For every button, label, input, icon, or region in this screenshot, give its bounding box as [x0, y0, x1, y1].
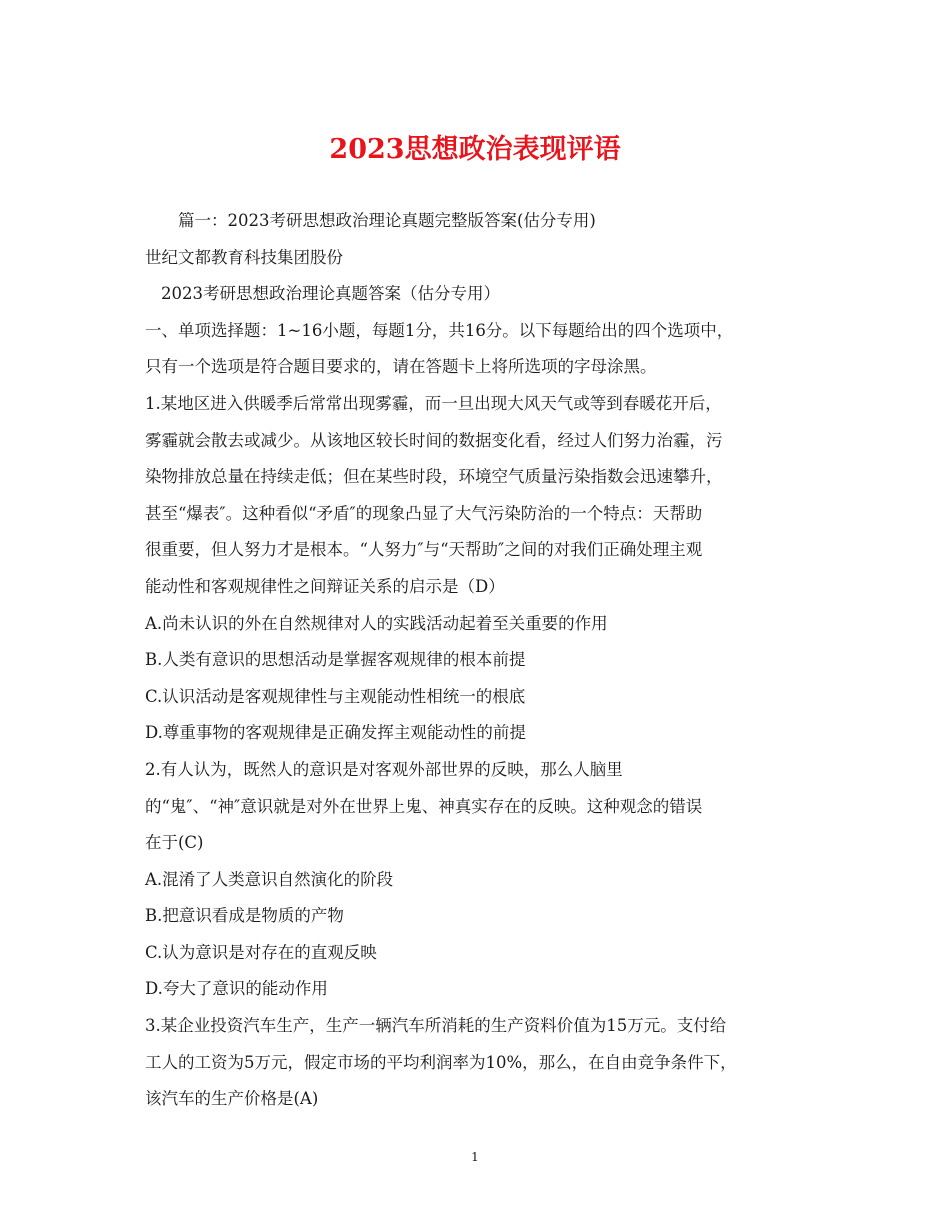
page-number: 1 [471, 1150, 479, 1164]
question-2-option-a: A.混淆了人类意识自然演化的阶段 [145, 869, 394, 889]
question-1-text: 能动性和客观规律性之间辩证关系的启示是（D） [145, 576, 505, 596]
question-1-text: 雾霾就会散去或减少。从该地区较长时间的数据变化看，经过人们努力治霾，污 [145, 430, 723, 450]
document-body [145, 203, 810, 1118]
answer-title: 2023考研思想政治理论真题答案（估分专用） [161, 284, 500, 304]
question-1-option-d: D.尊重事物的客观规律是正确发挥主观能动性的前提 [145, 723, 526, 743]
question-2-option-d: D.夸大了意识的能动作用 [145, 979, 328, 999]
article-heading: 篇一：2023考研思想政治理论真题完整版答案(估分专用) [178, 211, 596, 230]
question-3-text: 3.某企业投资汽车生产，生产一辆汽车所消耗的生产资料价值为15万元。支付给 [145, 1016, 727, 1036]
question-2-text: 的“鬼″、“神″意识就是对外在世界上鬼、神真实存在的反映。这种观念的错误 [145, 796, 703, 816]
question-3-text: 该汽车的生产价格是(A) [145, 1089, 319, 1109]
question-2-text: 在于(C) [145, 833, 204, 853]
question-1-text: 1.某地区进入供暖季后常常出现雾霾，而一旦出现大风天气或等到春暖花开后， [145, 393, 722, 413]
question-1-text: 甚至“爆表″。这种看似“矛盾″的现象凸显了大气污染防治的一个特点：天帮助 [145, 503, 703, 523]
question-1-option-c: C.认识活动是客观规律性与主观能动性相统一的根底 [145, 686, 526, 706]
question-1-option-a: A.尚未认识的外在自然规律对人的实践活动起着至关重要的作用 [145, 613, 608, 633]
question-1-option-b: B.人类有意识的思想活动是掌握客观规律的根本前提 [145, 650, 526, 670]
section-heading: 一、单项选择题：1~16小题，每题1分，共16分。以下每题给出的四个选项中， [145, 320, 734, 340]
question-2-option-b: B.把意识看成是物质的产物 [145, 906, 344, 926]
question-2-option-c: C.认为意识是对存在的直观反映 [145, 942, 377, 962]
section-instruction: 只有一个选项是符合题目要求的，请在答题卡上将所选项的字母涂黑。 [145, 357, 657, 377]
page-title: 2023思想政治表现评语 [329, 134, 621, 165]
organization-line: 世纪文都教育科技集团股份 [145, 247, 343, 267]
question-1-text: 染物排放总量在持续走低；但在某些时段，环境空气质量污染指数会迅速攀升， [145, 467, 723, 487]
question-1-text: 很重要，但人努力才是根本。“人努力″与“天帮助″之间的对我们正确处理主观 [145, 540, 703, 560]
question-3-text: 工人的工资为5万元，假定市场的平均利润率为10%，那么，在自由竞争条件下， [145, 1052, 737, 1072]
question-2-text: 2.有人认为，既然人的意识是对客观外部世界的反映，那么人脑里 [145, 759, 623, 779]
